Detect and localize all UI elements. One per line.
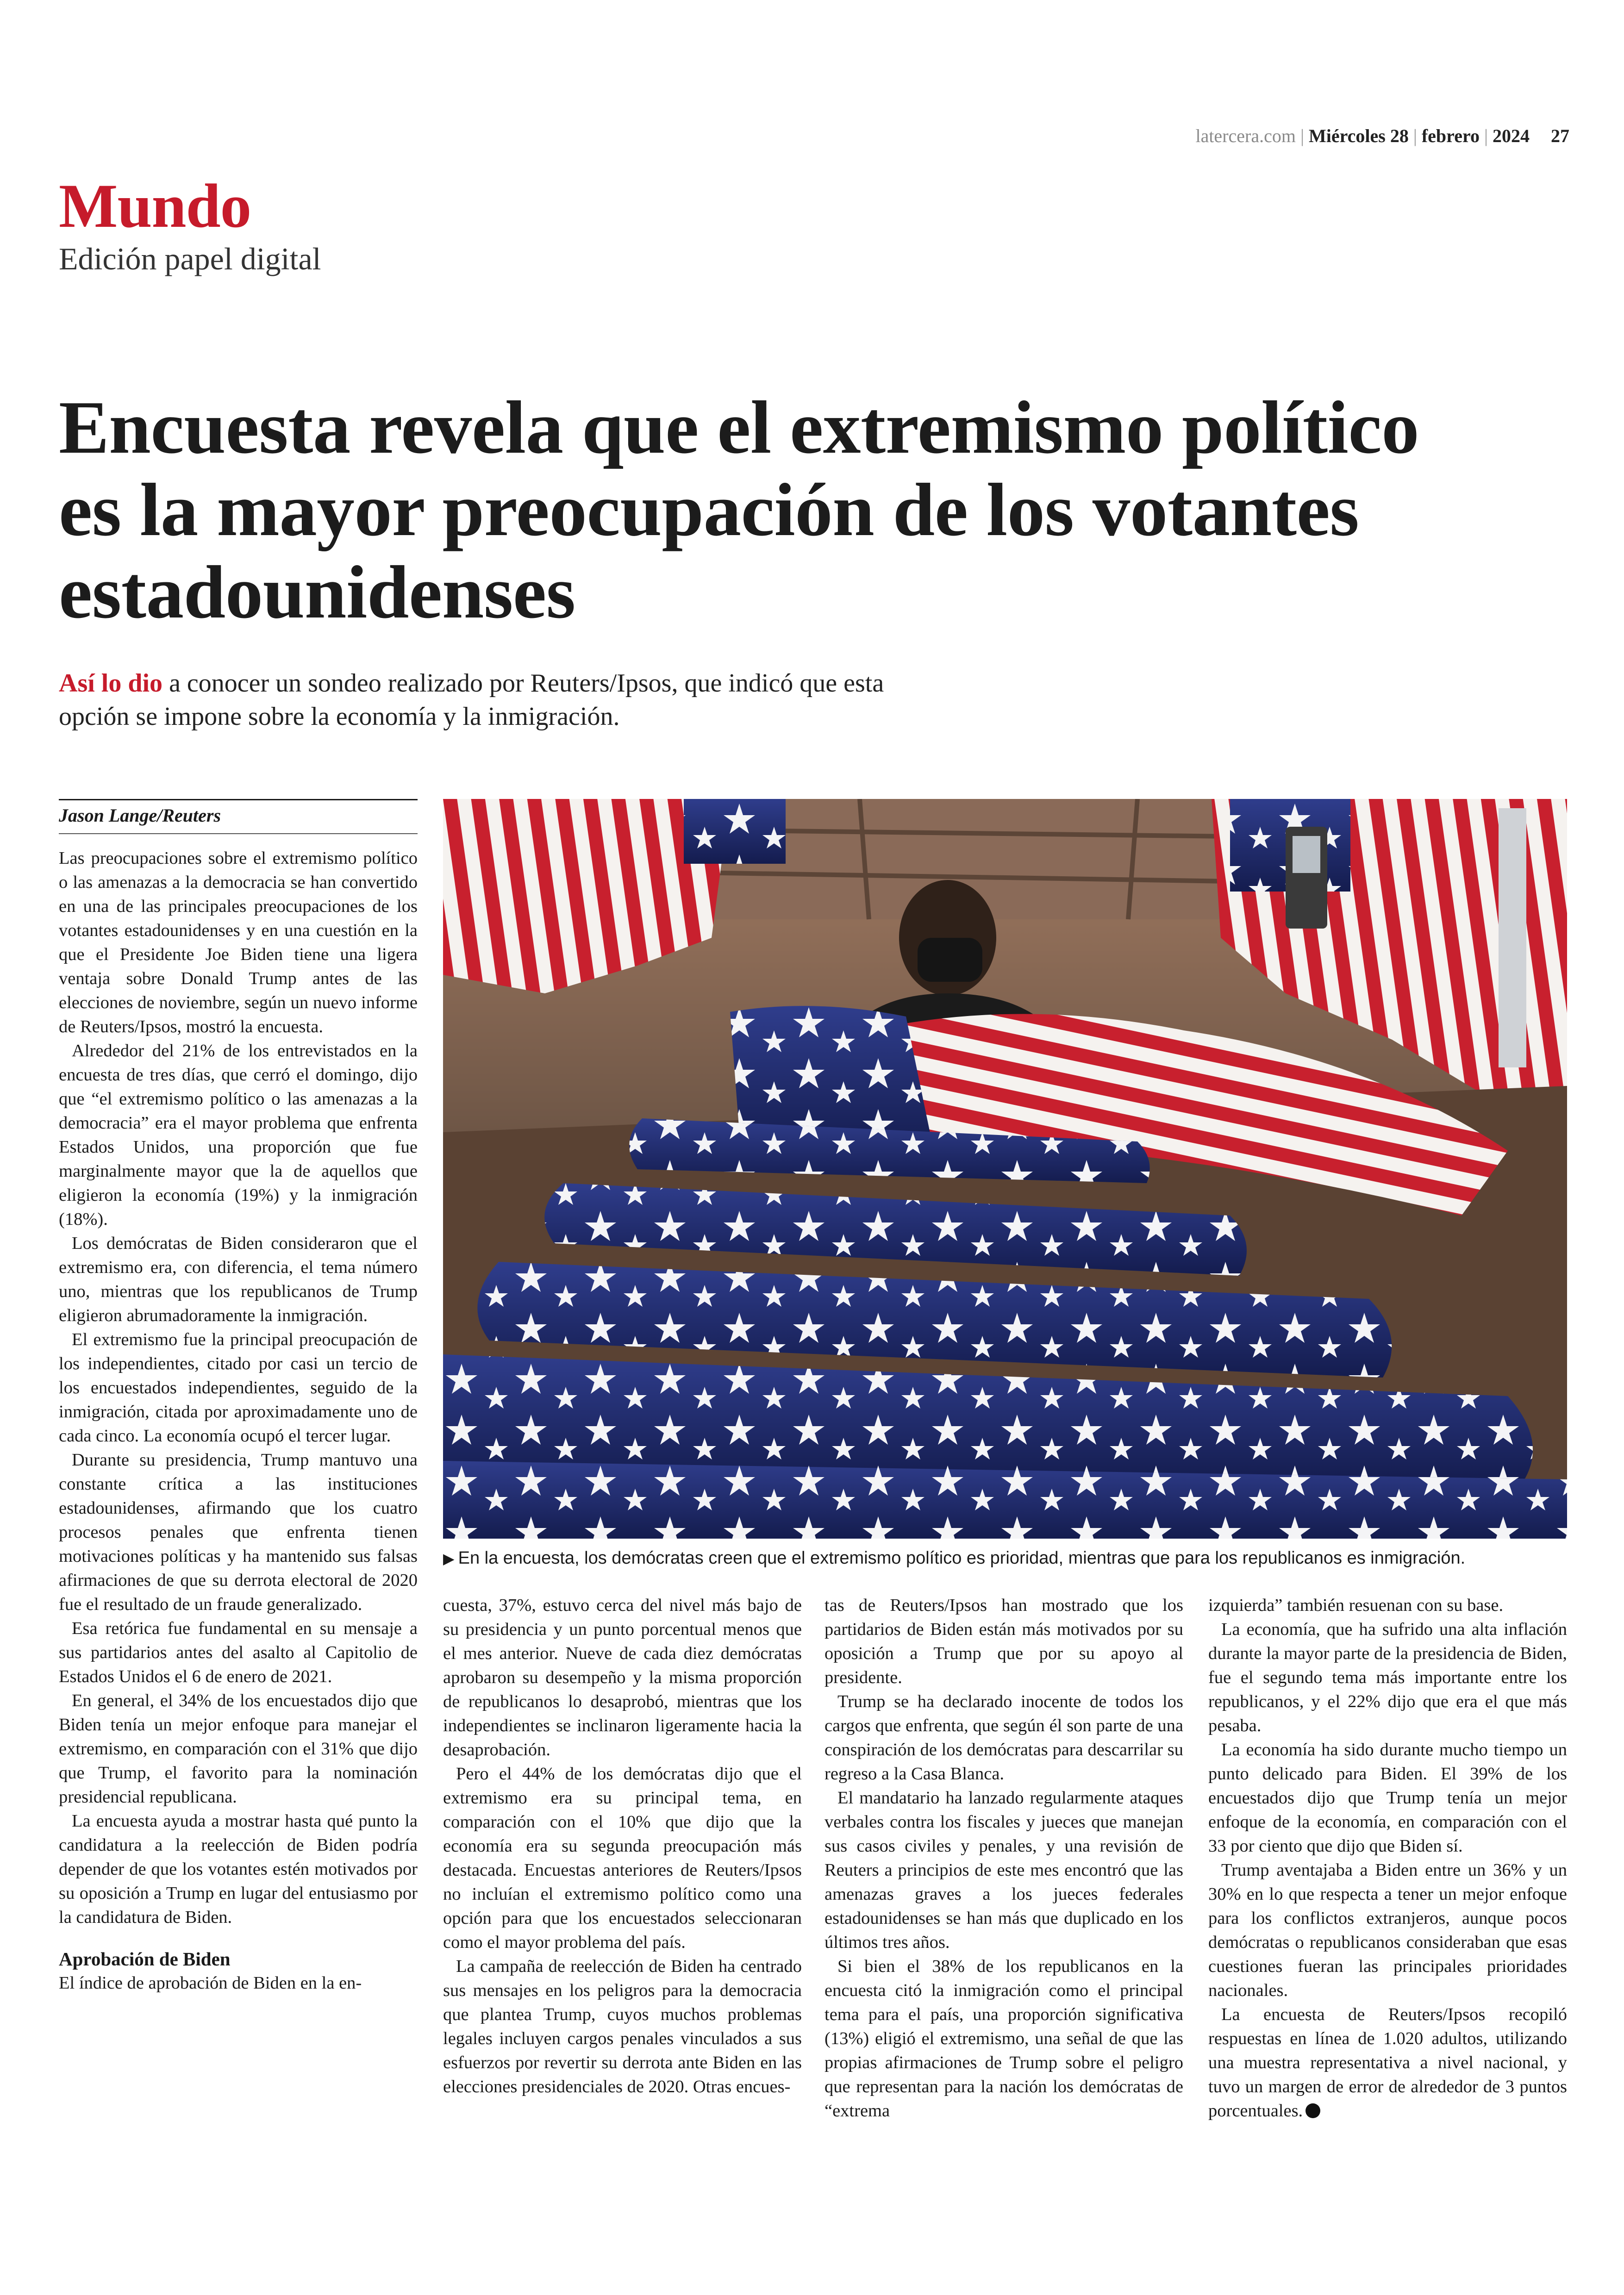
caption-text: En la encuesta, los demócratas creen que el extremismo político es prioridad, mientras que para los republicanos es inmigración. [458, 1548, 1466, 1568]
paragraph: cuesta, 37%, estuvo cerca del nivel más bajo de su presidencia y un punto porcentual menos que el mes anterior. Nueve de cada diez demócratas aprobaron su desempeño y la misma proporción de republicanos lo desaprobó, mientras que los independientes se inclinaron ligeramente hacia la desaprobación. [443, 1596, 802, 1759]
lede-text: a conocer un sondeo realizado por Reuters/Ipsos, que indicó que esta opción se impone sobre la economía y la inmigración. [59, 669, 884, 731]
paragraph: En general, el 34% de los encuestados dijo que Biden tenía un mejor enfoque para manejar el extremismo, en comparación con el 31% que dijo que Trump, el favorito para la nominación presidencial republicana. [59, 1691, 418, 1807]
article-column-2 [443, 1593, 802, 2099]
paragraph: La campaña de reelección de Biden ha centrado sus mensajes en los peligros para la democracia que plantea Trump, cuyos muchos problemas legales incluyen cargos penales vinculados a sus esfuerzos por revertir su derrota ante Biden en las elecciones presidenciales de 2020. Otras encues- [443, 1957, 802, 2096]
article-lede [59, 667, 938, 733]
paragraph: Trump se ha declarado inocente de todos los cargos que enfrenta, que según él son parte de una conspiración de los demócratas para descarrilar su regreso a la Casa Blanca. [824, 1692, 1183, 1784]
article-photo-flags [443, 799, 1567, 1539]
paragraph: Trump aventajaba a Biden entre un 36% y un 30% en lo que respecta a tener un mejor enfoque para los conflictos extranjeros, aunque pocos demócratas o republicanos consideraban que esas cuestiones fueran las principales prioridades nacionales. [1208, 1860, 1567, 2000]
article-column-4 [1208, 1593, 1567, 2123]
section-subtitle: Edición papel digital [59, 241, 321, 276]
paragraph: El mandatario ha lanzado regularmente ataques verbales contra los fiscales y jueces que manejan sus casos civiles y penales, y una revisión de Reuters a principios de este mes encontró que las amenazas graves a los jueces federales estadounidenses se han más que duplicado en los últimos tres años. [824, 1788, 1183, 1952]
paragraph: La economía, que ha sufrido una alta inflación durante la mayor parte de la presidencia de Biden, fue el segundo tema más importante entre los republicanos, y el 22% dijo que era el que más pesaba. [1208, 1620, 1567, 1735]
paragraph: Alrededor del 21% de los entrevistados en la encuesta de tres días, que cerró el domingo, dijo que “el extremismo político o las amenazas a la democracia” era el mayor problema que enfrenta Estados Unidos, una proporción que fue marginalmente mayor que la de aquellos que eligieron la economía (19%) y la inmigración (18%). [59, 1041, 418, 1229]
paragraph: Pero el 44% de los demócratas dijo que el extremismo era su principal tema, en comparación con el 10% que dijo que la economía era su segunda preocupación más destacada. Encuestas anteriores de Reuters/Ipsos no incluían el extremismo político como una opción para que los encuestados seleccionaran como el mayor problema del país. [443, 1764, 802, 1952]
site-name: latercera.com [1195, 125, 1296, 146]
byline-rule-top [59, 799, 418, 800]
date-month: febrero [1421, 125, 1480, 146]
article-headline: Encuesta revela que el extremismo político es la mayor preocupación de los votantes estadounidenses [59, 386, 1419, 634]
final-paragraph [1208, 2002, 1567, 2123]
section-title: Mundo [59, 172, 251, 241]
lede-lead-in: Así lo dio [59, 669, 163, 698]
photo-caption [443, 1546, 1568, 1571]
paragraph: La encuesta ayuda a mostrar hasta qué punto la candidatura a la reelección de Biden podría depender de que los votantes estén motivados por su oposición a Trump en lugar del entusiasmo por la candidatura de Biden. [59, 1811, 418, 1927]
subheading: Aprobación de Biden [59, 1948, 231, 1970]
caption-arrow-icon: ▶ [443, 1550, 455, 1567]
page-folio: latercera.com | Miércoles 28 | febrero | 2024 27 [1195, 125, 1569, 146]
paragraph: Las preocupaciones sobre el extremismo político o las amenazas a la democracia se han convertido en una de las principales preocupaciones de los votantes estadounidenses y en una cuestión en la que el Presidente Joe Biden tiene una ligera ventaja sobre Donald Trump antes de las elecciones de noviembre, según un nuevo informe de Reuters/Ipsos, mostró la encuesta. [59, 848, 418, 1036]
date-weekday-day: Miércoles 28 [1308, 125, 1409, 146]
page-number: 27 [1551, 125, 1569, 146]
flag-factory-illustration [443, 799, 1567, 1539]
paragraph-text: La encuesta de Reuters/Ipsos recopiló respuestas en línea de 1.020 adultos, utilizando una muestra representativa a nivel nacional, y tuvo un margen de error de alrededor de 3 puntos porcentuales. [1208, 2005, 1567, 2120]
paragraph: Los demócratas de Biden consideraron que el extremismo era, con diferencia, el tema número uno, mientras que los republicanos de Trump eligieron abrumadoramente la inmigración. [59, 1234, 418, 1325]
paragraph: Si bien el 38% de los republicanos en la encuesta citó la inmigración como el principal tema para el país, una proporción significativa (13%) eligió el extremismo, una señal de que las propias afirmaciones de Trump sobre el peligro que representan para la nación los demócratas de “extrema [824, 1957, 1183, 2120]
paragraph: Esa retórica fue fundamental en su mensaje a sus partidarios antes del asalto al Capitolio de Estados Unidos el 6 de enero de 2021. [59, 1619, 418, 1686]
byline: Jason Lange/Reuters [59, 805, 221, 826]
paragraph: tas de Reuters/Ipsos han mostrado que los partidarios de Biden están más motivados por su oposición a Trump que por su apoyo al presidente. [824, 1596, 1183, 1687]
paragraph: Durante su presidencia, Trump mantuvo una constante crítica a las instituciones estadounidenses, afirmando que los cuatro procesos penales que enfrenta tienen motivaciones políticas y ha mantenido sus falsas afirmaciones de que su derrota electoral de 2020 fue el resultado de un fraude generalizado. [59, 1450, 418, 1614]
byline-rule-bottom [59, 833, 418, 834]
paragraph: El extremismo fue la principal preocupación de los independientes, citado por casi un tercio de los encuestados independientes, seguido de la inmigración, citada por aproximadamente uno de cada cinco. La economía ocupó el tercer lugar. [59, 1330, 418, 1446]
paragraph: El índice de aprobación de Biden en la en- [59, 1973, 362, 1993]
paragraph: izquierda” también resuenan con su base. [1208, 1596, 1504, 1615]
date-year: 2024 [1493, 125, 1530, 146]
end-of-article-dot-icon [1305, 2103, 1320, 2118]
article-column-1 [59, 846, 418, 1995]
article-column-3 [824, 1593, 1183, 2123]
paragraph: La economía ha sido durante mucho tiempo un punto delicado para Biden. El 39% de los encuestados dijo que Trump tenía un mejor enfoque de la economía, en comparación con el 33 por ciento que dijo que Biden sí. [1208, 1740, 1567, 1856]
